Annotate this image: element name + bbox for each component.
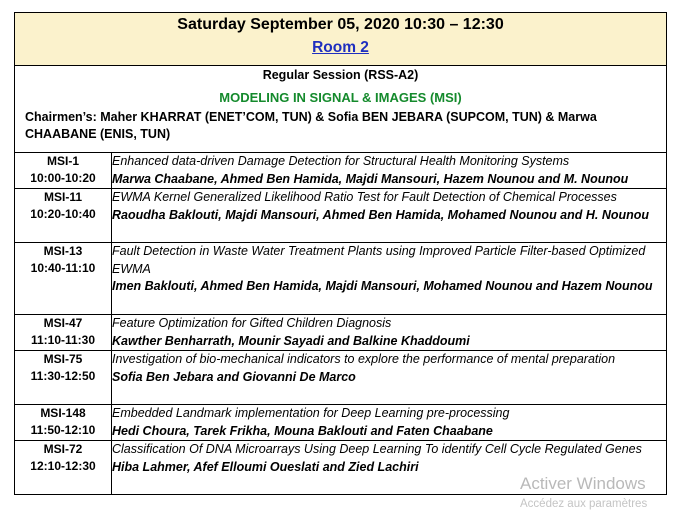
- session-topic: MODELING IN SIGNAL & IMAGES (MSI): [219, 90, 462, 105]
- session-info: [15, 66, 667, 153]
- paper-slot: [15, 315, 112, 351]
- paper-authors: Hedi Choura, Tarek Frikha, Mouna Baklouti and Faten Chaabane: [112, 423, 493, 438]
- paper-time: 11:30-12:50: [30, 369, 96, 383]
- paper-title: Classification Of DNA Microarrays Using Deep Learning To identify Cell Cycle Regulated Genes: [112, 442, 642, 456]
- paper-time: 10:20-10:40: [30, 207, 96, 221]
- session-chairs: Chairmen’s: Maher KHARRAT (ENET’COM, TUN) & Sofia BEN JEBARA (SUPCOM, TUN) & Marwa CHAABANE (ENIS, TUN): [25, 110, 597, 141]
- paper-authors: Raoudha Baklouti, Majdi Mansouri, Ahmed Ben Hamida, Mohamed Nounou and H. Nounou: [112, 207, 650, 222]
- session-type: Regular Session (RSS-A2): [262, 68, 419, 82]
- paper-details: [112, 189, 667, 243]
- program-header: [15, 13, 667, 66]
- paper-id: MSI-13: [43, 244, 83, 258]
- paper-authors: Marwa Chaabane, Ahmed Ben Hamida, Majdi Mansouri, Hazem Nounou and M. Nounou: [112, 171, 629, 186]
- table-row: [15, 153, 667, 189]
- activation-watermark: Activer Windows: [520, 474, 646, 493]
- paper-title: Enhanced data-driven Damage Detection for Structural Health Monitoring Systems: [112, 154, 570, 168]
- paper-title: EWMA Kernel Generalized Likelihood Ratio Test for Fault Detection of Chemical Processes: [112, 190, 617, 204]
- paper-details: [112, 243, 667, 315]
- paper-authors: Kawther Benharrath, Mounir Sayadi and Balkine Khaddoumi: [112, 333, 470, 348]
- paper-details: [112, 315, 667, 351]
- paper-slot: [15, 243, 112, 315]
- paper-title: Embedded Landmark implementation for Deep Learning pre-processing: [112, 406, 510, 420]
- paper-time: 11:10-11:30: [30, 333, 96, 347]
- paper-slot: [15, 351, 112, 405]
- paper-time: 11:50-12:10: [30, 423, 96, 437]
- room-link[interactable]: Room 2: [312, 39, 369, 56]
- paper-slot: [15, 405, 112, 441]
- paper-authors: Sofia Ben Jebara and Giovanni De Marco: [112, 369, 356, 384]
- paper-slot: [15, 441, 112, 495]
- table-row: [15, 243, 667, 315]
- paper-time: 10:00-10:20: [30, 171, 96, 185]
- paper-id: MSI-11: [43, 190, 82, 204]
- paper-id: MSI-148: [40, 406, 86, 420]
- paper-title: Fault Detection in Waste Water Treatment Plants using Improved Particle Filter-based Optimized EWMA: [112, 244, 646, 276]
- activation-watermark-subtitle: Accédez aux paramètres: [520, 498, 648, 510]
- paper-id: MSI-47: [43, 316, 83, 330]
- paper-id: MSI-75: [43, 352, 83, 366]
- paper-slot: [15, 189, 112, 243]
- paper-details: [112, 351, 667, 405]
- paper-time: 12:10-12:30: [30, 459, 96, 473]
- paper-authors: Hiba Lahmer, Afef Elloumi Oueslati and Zied Lachiri: [112, 459, 419, 474]
- program-header-row: [15, 13, 667, 66]
- paper-id: MSI-72: [43, 442, 83, 456]
- paper-title: Feature Optimization for Gifted Children Diagnosis: [112, 316, 392, 330]
- table-row: [15, 351, 667, 405]
- paper-authors: Imen Baklouti, Ahmed Ben Hamida, Majdi Mansouri, Mohamed Nounou and Hazem Nounou: [112, 279, 653, 293]
- paper-slot: [15, 153, 112, 189]
- table-row: [15, 315, 667, 351]
- session-datetime: Saturday September 05, 2020 10:30 – 12:30: [177, 16, 504, 33]
- paper-title: Investigation of bio-mechanical indicators to explore the performance of mental preparation: [112, 352, 616, 366]
- table-row: [15, 405, 667, 441]
- table-row: [15, 189, 667, 243]
- paper-id: MSI-1: [46, 154, 79, 168]
- paper-details: [112, 405, 667, 441]
- program-table: [14, 12, 667, 495]
- paper-time: 10:40-11:10: [30, 261, 96, 275]
- session-info-row: [15, 66, 667, 153]
- paper-details: [112, 153, 667, 189]
